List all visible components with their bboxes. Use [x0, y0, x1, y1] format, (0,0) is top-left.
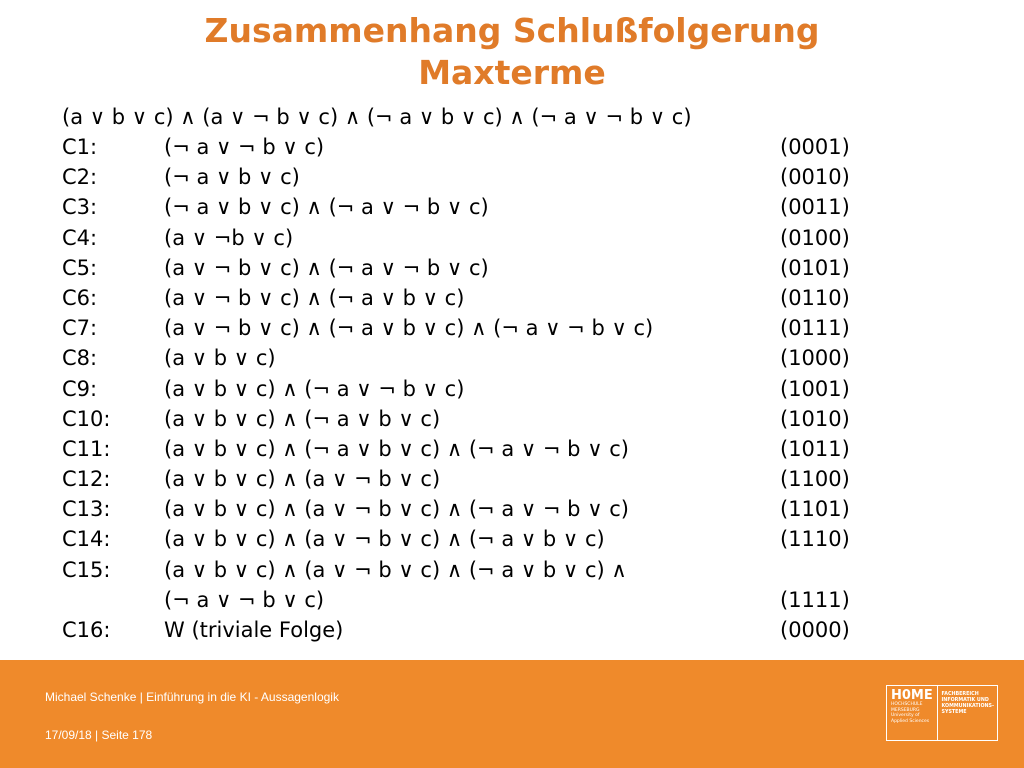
- clause-expression: W (triviale Folge): [164, 618, 344, 642]
- clause-code: (0111): [780, 316, 850, 341]
- clause-row: [62, 404, 962, 434]
- clause-code: (0010): [780, 165, 850, 190]
- logo-line-3: University of: [891, 713, 920, 718]
- logo-mark: H0ME: [891, 688, 933, 703]
- formula-header: (a ∨ b ∨ c) ∧ (a ∨ ¬ b ∨ c) ∧ (¬ a ∨ b ∨ c) ∧ (¬ a ∨ ¬ b ∨ c): [62, 105, 692, 129]
- clause-code: (1110): [780, 527, 850, 552]
- clause-label: C1:: [62, 135, 98, 159]
- clause-row: [62, 494, 962, 524]
- clause-label: C15:: [62, 557, 111, 582]
- clause-code: (0001): [780, 135, 850, 159]
- footer-date-page: 17/09/18 | Seite 178: [45, 728, 153, 742]
- clause-expression: (a ∨ ¬ b ∨ c) ∧ (¬ a ∨ b ∨ c): [164, 285, 465, 310]
- clause-expression: (a ∨ b ∨ c) ∧ (a ∨ ¬ b ∨ c) ∧ (¬ a ∨ b ∨ c) ∧: [164, 557, 627, 582]
- slide-title: [0, 10, 1024, 94]
- clause-code: (1000): [780, 346, 850, 371]
- clause-label: C6:: [62, 285, 98, 310]
- clause-code: (1101): [780, 497, 850, 522]
- clause-label: C16:: [62, 618, 111, 642]
- clause-label: C5:: [62, 255, 98, 280]
- clause-label: C12:: [62, 467, 111, 492]
- logo-right-3: KOMMUNIKATIONS-: [941, 704, 994, 709]
- clause-code: (0000): [780, 618, 850, 642]
- logo-line-1: HOCHSCHULE: [891, 702, 923, 707]
- clause-code: (1111): [780, 587, 850, 612]
- clause-row: [62, 343, 962, 373]
- clause-row: [62, 615, 962, 645]
- clause-expression: (a ∨ b ∨ c) ∧ (¬ a ∨ b ∨ c): [164, 406, 441, 431]
- logo-line-4: Applied Sciences: [891, 718, 930, 724]
- logo-left-panel: [887, 686, 938, 740]
- clause-row: [62, 585, 962, 615]
- university-logo: [886, 685, 998, 741]
- clause-expression: (a ∨ ¬ b ∨ c) ∧ (¬ a ∨ b ∨ c) ∧ (¬ a ∨ ¬ b ∨ c): [164, 316, 654, 341]
- clause-row: [62, 253, 962, 283]
- clause-code: (1001): [780, 376, 850, 401]
- clause-row: [62, 162, 962, 192]
- clause-list: [62, 132, 962, 645]
- clause-row: [62, 223, 962, 253]
- clause-expression: (¬ a ∨ ¬ b ∨ c): [164, 135, 325, 159]
- clause-label: C2:: [62, 165, 98, 190]
- clause-expression: (a ∨ b ∨ c) ∧ (¬ a ∨ b ∨ c) ∧ (¬ a ∨ ¬ b ∨ c): [164, 436, 629, 461]
- clause-expression: (a ∨ ¬ b ∨ c) ∧ (¬ a ∨ ¬ b ∨ c): [164, 255, 489, 280]
- formula-block: [62, 102, 962, 645]
- title-line-1: Zusammenhang Schlußfolgerung: [204, 11, 820, 50]
- clause-row: [62, 132, 962, 162]
- clause-expression: (a ∨ b ∨ c) ∧ (a ∨ ¬ b ∨ c): [164, 467, 441, 492]
- clause-row: [62, 283, 962, 313]
- clause-label: C3:: [62, 195, 98, 220]
- clause-label: C7:: [62, 316, 98, 341]
- clause-label: C8:: [62, 346, 98, 371]
- clause-label: C14:: [62, 527, 111, 552]
- title-line-2: Maxterme: [418, 53, 606, 92]
- clause-row: [62, 374, 962, 404]
- clause-code: (0101): [780, 255, 850, 280]
- clause-code: (1010): [780, 406, 850, 431]
- footer: [0, 660, 1024, 768]
- clause-label: C9:: [62, 376, 98, 401]
- logo-right-2: INFORMATIK UND: [941, 698, 989, 703]
- clause-code: (1100): [780, 467, 850, 492]
- clause-expression: (a ∨ b ∨ c): [164, 346, 276, 371]
- clause-row: [62, 555, 962, 585]
- clause-row: [62, 464, 962, 494]
- clause-expression: (¬ a ∨ b ∨ c): [164, 165, 300, 190]
- footer-author-course: Michael Schenke | Einführung in die KI - Aussagenlogik: [45, 690, 339, 704]
- clause-code: (0011): [780, 195, 850, 220]
- clause-label: C11:: [62, 436, 111, 461]
- clause-row: [62, 434, 962, 464]
- logo-right-panel: [938, 686, 997, 740]
- clause-expression: (a ∨ b ∨ c) ∧ (a ∨ ¬ b ∨ c) ∧ (¬ a ∨ b ∨ c): [164, 527, 605, 552]
- clause-expression: (a ∨ b ∨ c) ∧ (a ∨ ¬ b ∨ c) ∧ (¬ a ∨ ¬ b ∨ c): [164, 497, 629, 522]
- clause-code: (1011): [780, 436, 850, 461]
- clause-expression: (¬ a ∨ ¬ b ∨ c): [164, 587, 325, 612]
- clause-code: (0100): [780, 225, 850, 250]
- logo-right-4: SYSTEME: [941, 710, 967, 715]
- clause-expression: (¬ a ∨ b ∨ c) ∧ (¬ a ∨ ¬ b ∨ c): [164, 195, 489, 220]
- clause-label: C10:: [62, 406, 111, 431]
- clause-code: (0110): [780, 285, 850, 310]
- logo-right-1: FACHBEREICH: [941, 692, 979, 697]
- clause-row: [62, 313, 962, 343]
- clause-label: C13:: [62, 497, 111, 522]
- clause-expression: (a ∨ b ∨ c) ∧ (¬ a ∨ ¬ b ∨ c): [164, 376, 465, 401]
- logo-line-2: MERSEBURG: [891, 707, 920, 713]
- clause-row: [62, 524, 962, 554]
- clause-label: C4:: [62, 225, 98, 250]
- clause-expression: (a ∨ ¬b ∨ c): [164, 225, 294, 250]
- clause-row: [62, 192, 962, 222]
